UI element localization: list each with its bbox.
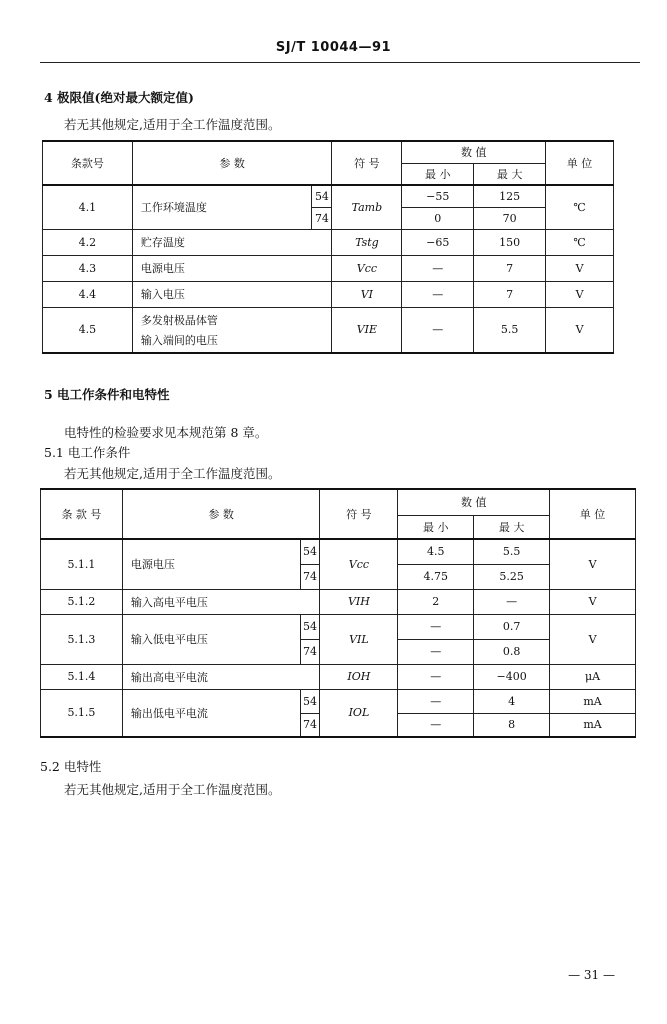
min-cell: 4.5: [398, 539, 474, 564]
table-row: [43, 281, 614, 307]
param-cell: [132, 307, 332, 353]
param-line-2: 输入端间的电压: [140, 333, 218, 347]
table-row: [41, 539, 636, 564]
table-row: [41, 589, 636, 614]
max-cell: 8: [474, 713, 550, 737]
unit-cell: V: [550, 589, 636, 614]
max-cell: 7: [474, 255, 546, 281]
unit-cell: mA: [550, 713, 636, 737]
symbol-cell: IOL: [320, 689, 398, 737]
symbol-cell: IOH: [320, 664, 398, 689]
param-cell: 电源电压: [132, 255, 332, 281]
series-cell: 74: [300, 639, 320, 664]
table-row: [43, 307, 614, 353]
section-5-2-note: 若无其他规定,适用于全工作温度范围。: [64, 782, 281, 797]
min-cell: −65: [402, 229, 474, 255]
min-cell: —: [398, 664, 474, 689]
max-cell: 5.5: [474, 539, 550, 564]
param-cell: 输入低电平电压: [122, 614, 300, 664]
series-cell: 54: [300, 689, 320, 713]
symbol-cell: Vcc: [320, 539, 398, 589]
param-cell: 贮存温度: [132, 229, 332, 255]
min-cell: 0: [402, 207, 474, 229]
clause-cell: 5.1.5: [41, 689, 123, 737]
series-cell: 54: [300, 539, 320, 564]
col-clause: 条款号: [43, 141, 133, 185]
section-4-note: 若无其他规定,适用于全工作温度范围。: [64, 117, 281, 132]
max-cell: 5.5: [474, 307, 546, 353]
symbol-cell: Tamb: [332, 185, 402, 229]
col-clause: 条 款 号: [41, 489, 123, 539]
max-cell: 125: [474, 185, 546, 207]
min-cell: —: [398, 689, 474, 713]
section-5-2-title: 5.2 电特性: [40, 759, 102, 774]
col-min: 最 小: [398, 515, 474, 539]
max-cell: 150: [474, 229, 546, 255]
series-cell: 54: [312, 185, 332, 207]
min-cell: —: [402, 255, 474, 281]
unit-cell: V: [546, 281, 614, 307]
section-5-title: 5 电工作条件和电特性: [44, 387, 170, 402]
operating-conditions-table: [40, 488, 636, 738]
section-5-1-title: 5.1 电工作条件: [44, 445, 131, 460]
section-5-intro: 电特性的检验要求见本规范第 8 章。: [64, 425, 268, 440]
param-cell: 输出高电平电流: [122, 664, 320, 689]
table-row: [43, 229, 614, 255]
param-line-1: 多发射极晶体管: [140, 313, 218, 327]
table-row: [41, 614, 636, 639]
min-cell: −55: [402, 185, 474, 207]
unit-cell: μA: [550, 664, 636, 689]
col-min: 最 小: [402, 163, 474, 185]
min-cell: —: [398, 713, 474, 737]
param-cell: 工作环境温度: [132, 185, 312, 229]
clause-cell: 5.1.3: [41, 614, 123, 664]
param-cell: 输出低电平电流: [122, 689, 300, 737]
col-symbol: 符 号: [332, 141, 402, 185]
col-max: 最 大: [474, 163, 546, 185]
symbol-cell: Vcc: [332, 255, 402, 281]
clause-cell: 4.3: [43, 255, 133, 281]
col-param: 参 数: [122, 489, 320, 539]
max-cell: −400: [474, 664, 550, 689]
max-cell: 7: [474, 281, 546, 307]
unit-cell: ℃: [546, 229, 614, 255]
unit-cell: mA: [550, 689, 636, 713]
max-cell: 0.7: [474, 614, 550, 639]
symbol-cell: Tstg: [332, 229, 402, 255]
unit-cell: ℃: [546, 185, 614, 229]
col-unit: 单 位: [550, 489, 636, 539]
param-cell: 输入电压: [132, 281, 332, 307]
header-rule: [40, 62, 640, 63]
min-cell: 2: [398, 589, 474, 614]
symbol-cell: VIH: [320, 589, 398, 614]
section-4-title: 4 极限值(绝对最大额定值): [44, 90, 194, 105]
max-cell: 70: [474, 207, 546, 229]
max-cell: 4: [474, 689, 550, 713]
series-cell: 74: [300, 564, 320, 589]
table-row: [41, 689, 636, 713]
col-value: 数 值: [402, 141, 546, 163]
col-value: 数 值: [398, 489, 550, 515]
limits-table: [42, 140, 614, 354]
symbol-cell: VI: [332, 281, 402, 307]
series-cell: 74: [312, 207, 332, 229]
clause-cell: 4.4: [43, 281, 133, 307]
clause-cell: 4.2: [43, 229, 133, 255]
series-cell: 74: [300, 713, 320, 737]
unit-cell: V: [546, 307, 614, 353]
table-row: [41, 664, 636, 689]
max-cell: 0.8: [474, 639, 550, 664]
table-row: [43, 185, 614, 207]
max-cell: —: [474, 589, 550, 614]
clause-cell: 4.1: [43, 185, 133, 229]
col-symbol: 符 号: [320, 489, 398, 539]
page-number: — 31 —: [568, 968, 615, 982]
min-cell: —: [402, 281, 474, 307]
clause-cell: 5.1.4: [41, 664, 123, 689]
param-cell: 电源电压: [122, 539, 300, 589]
clause-cell: 5.1.1: [41, 539, 123, 589]
max-cell: 5.25: [474, 564, 550, 589]
table-row: [43, 255, 614, 281]
symbol-cell: VIE: [332, 307, 402, 353]
min-cell: —: [398, 639, 474, 664]
clause-cell: 5.1.2: [41, 589, 123, 614]
section-5-1-note: 若无其他规定,适用于全工作温度范围。: [64, 466, 281, 481]
series-cell: 54: [300, 614, 320, 639]
col-max: 最 大: [474, 515, 550, 539]
unit-cell: V: [550, 539, 636, 589]
symbol-cell: VIL: [320, 614, 398, 664]
col-param: 参 数: [132, 141, 332, 185]
min-cell: 4.75: [398, 564, 474, 589]
unit-cell: V: [550, 614, 636, 664]
clause-cell: 4.5: [43, 307, 133, 353]
min-cell: —: [398, 614, 474, 639]
min-cell: —: [402, 307, 474, 353]
unit-cell: V: [546, 255, 614, 281]
col-unit: 单 位: [546, 141, 614, 185]
document-header: SJ/T 10044—91: [275, 40, 392, 55]
param-cell: 输入高电平电压: [122, 589, 320, 614]
